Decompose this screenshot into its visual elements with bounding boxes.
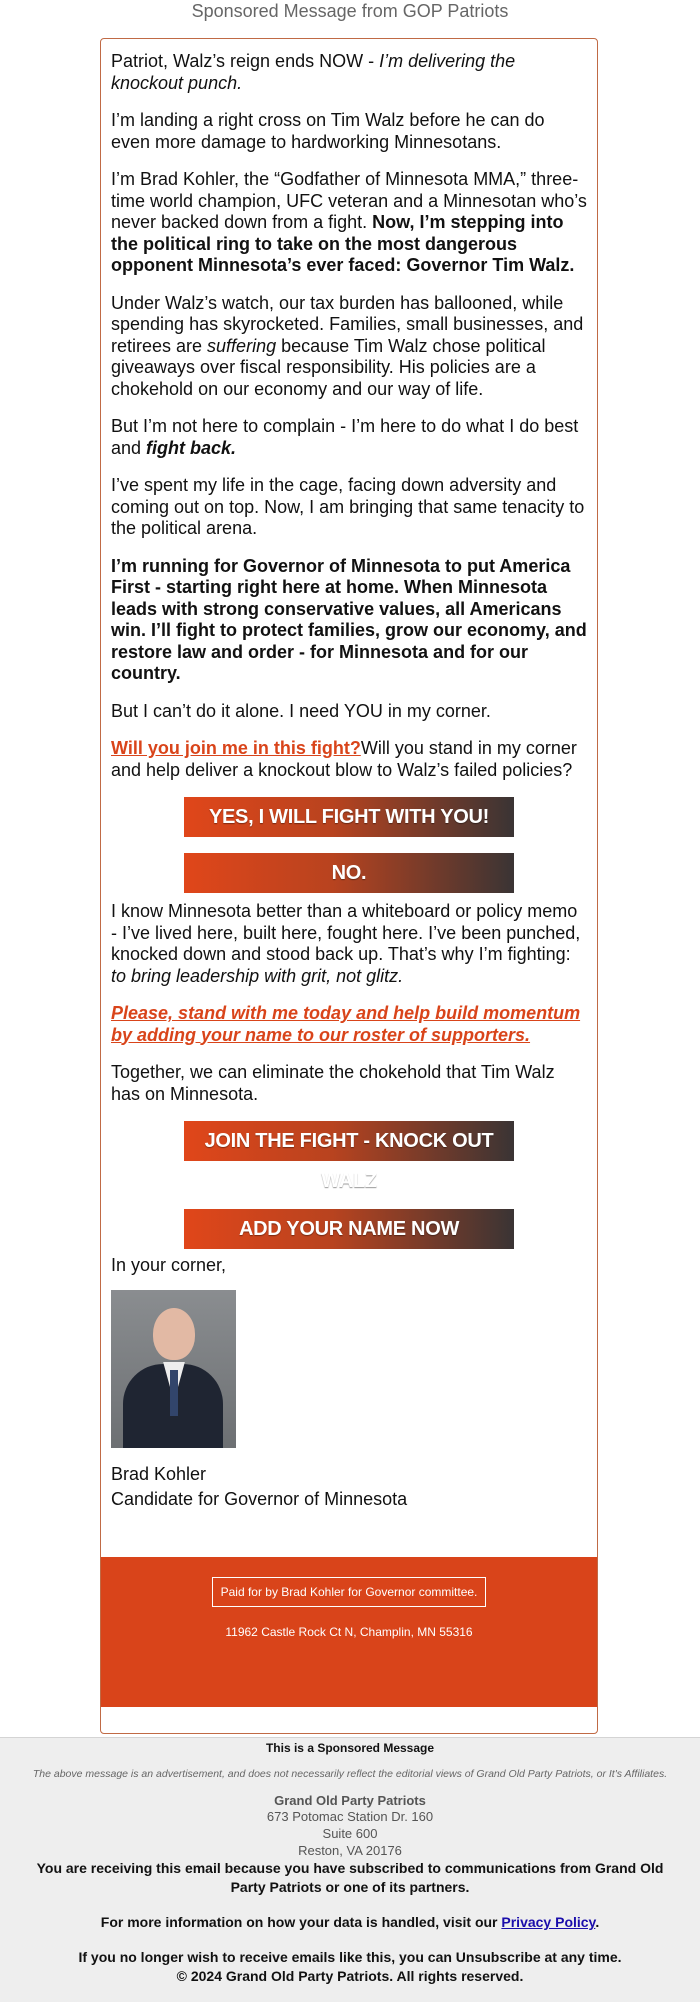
signature-name: Brad Kohler <box>111 1463 207 1484</box>
privacy-policy-link[interactable]: Privacy Policy <box>501 1914 596 1930</box>
paragraph-right-cross: I’m landing a right cross on Tim Walz before he can do even more damage to hardworking Minnesotans. <box>111 110 545 152</box>
org-address-line-2: Suite 600 <box>322 1826 378 1841</box>
signature-title: Candidate for Governor of Minnesota <box>111 1488 408 1509</box>
paragraph-know-minnesota: I know Minnesota better than a whiteboard or policy memo - I’ve lived here, built here, fought here. I’ve been punched, knocked down and stood back up. That’s why I’m fighting: to bring leadership with grit, not glitz. <box>111 901 581 986</box>
org-address-line-1: 673 Potomac Station Dr. 160 <box>266 1809 434 1824</box>
add-name-link[interactable]: Please, stand with me today and help build momentum by adding your name to our roster of supporters. <box>111 1003 581 1045</box>
org-address-line-3: Reston, VA 20176 <box>298 1843 402 1858</box>
cta-no-wrap <box>111 853 587 893</box>
unsubscribe-notice: If you no longer wish to receive emails like this, you can Unsubscribe at any time. <box>78 1949 622 1965</box>
paragraph-join-question: Will you join me in this fight?Will you stand in my corner and help deliver a knockout blow to Walz’s failed policies? <box>111 738 577 780</box>
data-handling-notice: For more information on how your data is handled, visit our Privacy Policy. <box>100 1914 600 1930</box>
yes-fight-button[interactable]: YES, I WILL FIGHT WITH YOU! <box>184 797 514 837</box>
copyright: © 2024 Grand Old Party Patriots. All rights reserved. <box>176 1968 524 1984</box>
candidate-portrait <box>111 1290 236 1448</box>
legal-disclaimer: The above message is an advertisement, and does not necessarily reflect the editorial views of Grand Old Party Patriots, or It's Affiliates. <box>32 1768 668 1780</box>
paragraph-together: Together, we can eliminate the chokehold that Tim Walz has on Minnesota. <box>111 1062 555 1104</box>
cta-join-wrap <box>111 1121 587 1193</box>
email-body <box>101 39 597 1512</box>
sponsor-header: Sponsored Message from GOP Patriots <box>191 1 509 21</box>
paragraph-fight-back: But I’m not here to complain - I’m here to do what I do best and fight back. <box>111 416 579 458</box>
org-name: Grand Old Party Patriots <box>274 1793 426 1808</box>
cta-add-wrap <box>111 1209 587 1249</box>
committee-address: 11962 Castle Rock Ct N, Champlin, MN 55316 <box>225 1625 473 1639</box>
paragraph-cage: I’ve spent my life in the cage, facing down adversity and coming out on top. Now, I am bringing that same tenacity to the political arena. <box>111 475 585 538</box>
cta-yes-wrap <box>111 797 587 837</box>
signoff: In your corner, <box>111 1254 227 1275</box>
paragraph-intro: I’m Brad Kohler, the “Godfather of Minnesota MMA,” three-time world champion, UFC veteran and a Minnesotan who’s never backed down from a fight. Now, I’m stepping into the political ring to take on the most dangerous opponent Minnesota’s ever faced: Governor Tim Walz. <box>111 169 587 275</box>
paragraph-need-you: But I can’t do it alone. I need YOU in my corner. <box>111 700 491 721</box>
paragraph-callout <box>111 1003 587 1046</box>
paid-for-footer <box>101 1557 597 1707</box>
email-card <box>100 38 598 1734</box>
join-fight-link[interactable]: Will you join me in this fight? <box>111 738 361 758</box>
paragraph-opening: Patriot, Walz’s reign ends NOW - I’m delivering the knockout punch. <box>111 51 516 93</box>
receiving-notice: You are receiving this email because you have subscribed to communications from Grand Old Party Patriots or one of its partners. <box>36 1860 664 1895</box>
no-button[interactable]: NO. <box>184 853 514 893</box>
legal-footer <box>0 1737 700 2002</box>
legal-title: This is a Sponsored Message <box>265 1741 435 1755</box>
paragraph-running: I’m running for Governor of Minnesota to put America First - starting right here at home. When Minnesota leads with strong conservative values, all Americans win. I’ll fight to protect families, grow our economy, and restore law and order - for Minnesota and for our country. <box>111 555 587 683</box>
join-fight-button[interactable]: JOIN THE FIGHT - KNOCK OUT WALZ <box>184 1121 514 1161</box>
add-name-button[interactable]: ADD YOUR NAME NOW <box>184 1209 514 1249</box>
paid-for-disclaimer: Paid for by Brad Kohler for Governor committee. <box>212 1577 487 1607</box>
paragraph-tax-burden: Under Walz’s watch, our tax burden has ballooned, while spending has skyrocketed. Families, small businesses, and retirees are suffering because Tim Walz chose political giveaways over fiscal responsibility. His policies are a chokehold on our economy and our way of life. <box>111 292 584 399</box>
